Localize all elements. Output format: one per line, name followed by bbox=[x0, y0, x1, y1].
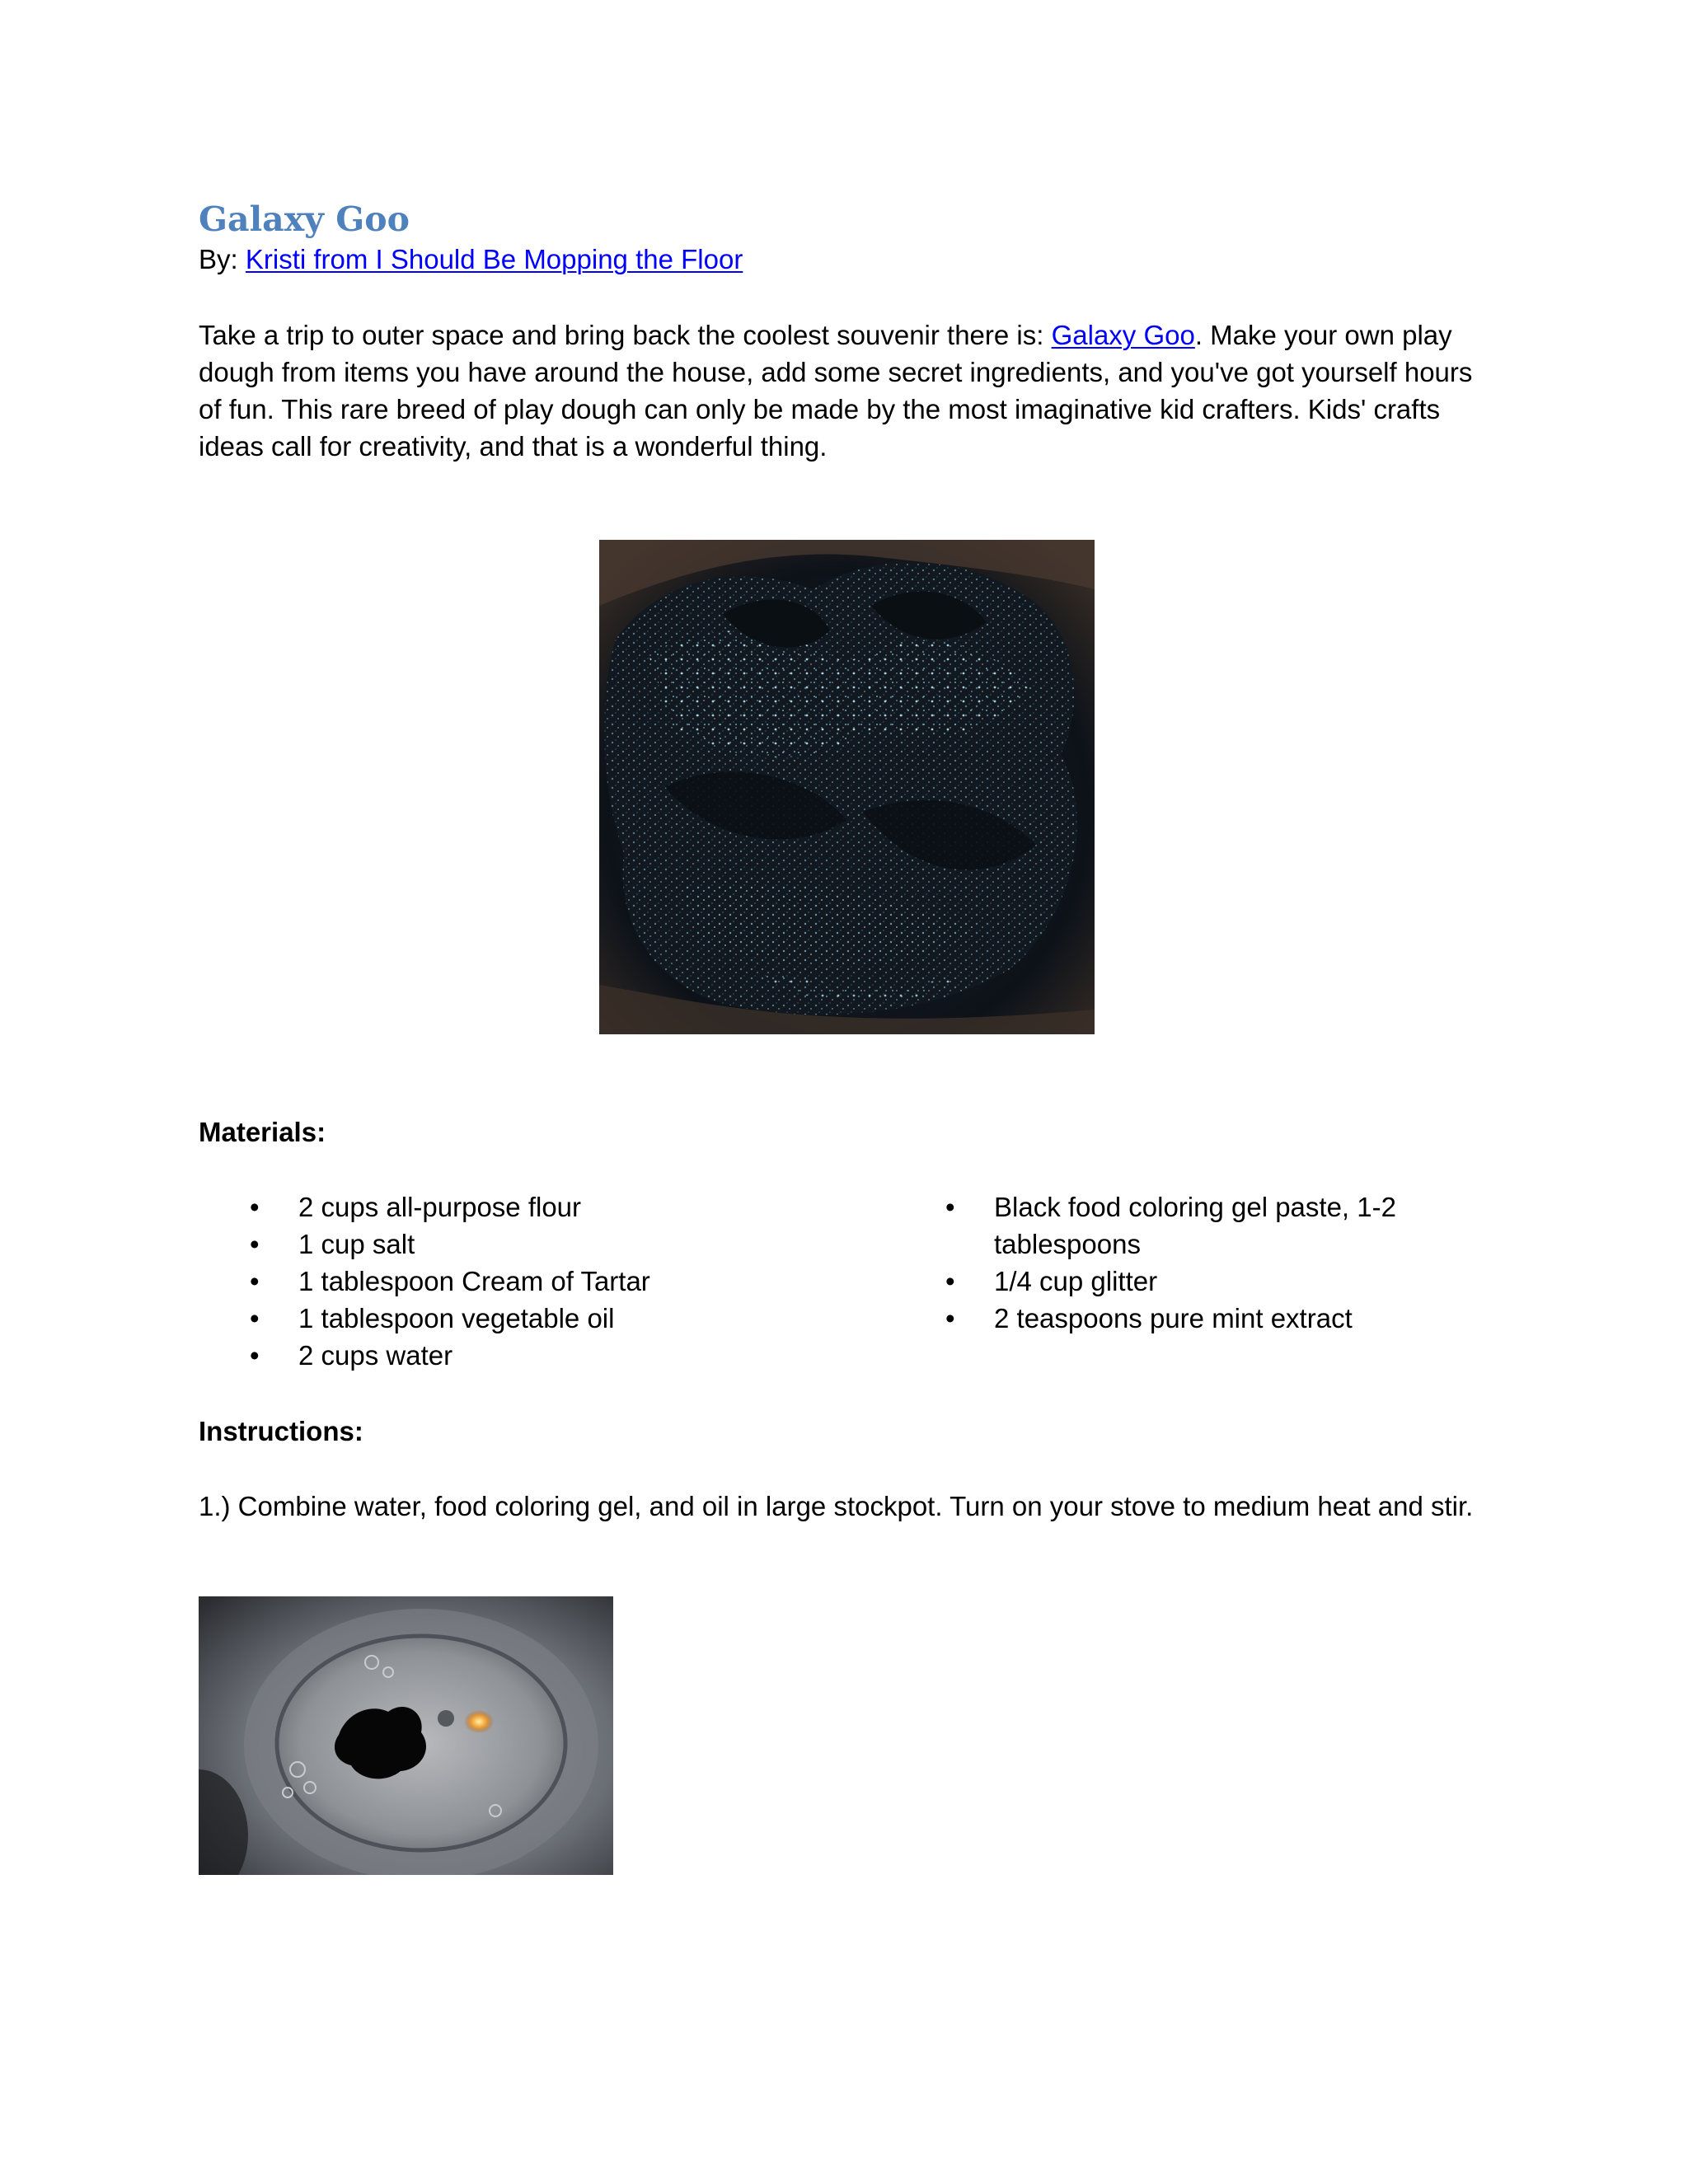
bullet-icon: • bbox=[250, 1303, 260, 1333]
bullet-icon: • bbox=[250, 1192, 260, 1222]
list-item-text: 1 tablespoon vegetable oil bbox=[298, 1303, 615, 1333]
list-item bbox=[199, 1226, 858, 1263]
bullet-icon: • bbox=[945, 1303, 955, 1333]
stockpot-photo bbox=[199, 1596, 613, 1875]
list-item-text: Black food coloring gel paste, 1-2 tablespoons bbox=[994, 1192, 1396, 1259]
list-item bbox=[199, 1337, 858, 1374]
list-item-text: 2 teaspoons pure mint extract bbox=[994, 1303, 1353, 1333]
intro-text-end: . Make your own play dough from items you have around the house, add some secret ingredients, and you've got yourself hours of fun. This rare breed of play dough can only be made by the most imaginative kid crafters. Kids' crafts ideas call for creativity, and that is a wonderful thing. bbox=[199, 320, 1473, 462]
list-item bbox=[894, 1300, 1455, 1337]
list-item-text: 1 cup salt bbox=[298, 1229, 415, 1259]
list-item-text: 1 tablespoon Cream of Tartar bbox=[298, 1266, 650, 1296]
byline bbox=[199, 241, 743, 279]
intro-text-start: Take a trip to outer space and bring back the coolest souvenir there is: bbox=[199, 320, 1052, 350]
galaxy-goo-photo bbox=[599, 540, 1095, 1034]
materials-list-right bbox=[894, 1188, 1455, 1337]
author-link[interactable]: Kristi from I Should Be Mopping the Floor bbox=[245, 244, 743, 274]
list-item bbox=[894, 1263, 1455, 1300]
galaxy-goo-link[interactable]: Galaxy Goo bbox=[1051, 320, 1195, 350]
intro-paragraph bbox=[199, 316, 1501, 465]
byline-prefix: By: bbox=[199, 244, 246, 274]
bullet-icon: • bbox=[945, 1192, 955, 1222]
instruction-step-1: 1.) Combine water, food coloring gel, and oil in large stockpot. Turn on your stove to medium heat and stir. bbox=[199, 1491, 1474, 1521]
materials-heading: Materials: bbox=[199, 1117, 326, 1147]
list-item bbox=[894, 1188, 1455, 1263]
list-item-text: 1/4 cup glitter bbox=[994, 1266, 1158, 1296]
bullet-icon: • bbox=[250, 1340, 260, 1371]
list-item bbox=[199, 1300, 858, 1337]
list-item bbox=[199, 1188, 858, 1226]
list-item bbox=[199, 1263, 858, 1300]
bullet-icon: • bbox=[250, 1229, 260, 1259]
stockpot-image bbox=[199, 1596, 613, 1875]
instructions-heading: Instructions: bbox=[199, 1416, 363, 1446]
bullet-icon: • bbox=[945, 1266, 955, 1296]
article-title: Galaxy Goo bbox=[199, 199, 410, 239]
list-item-text: 2 cups water bbox=[298, 1340, 453, 1371]
galaxy-goo-image bbox=[599, 540, 1095, 1034]
materials-list-left bbox=[199, 1188, 858, 1374]
bullet-icon: • bbox=[250, 1266, 260, 1296]
list-item-text: 2 cups all-purpose flour bbox=[298, 1192, 582, 1222]
